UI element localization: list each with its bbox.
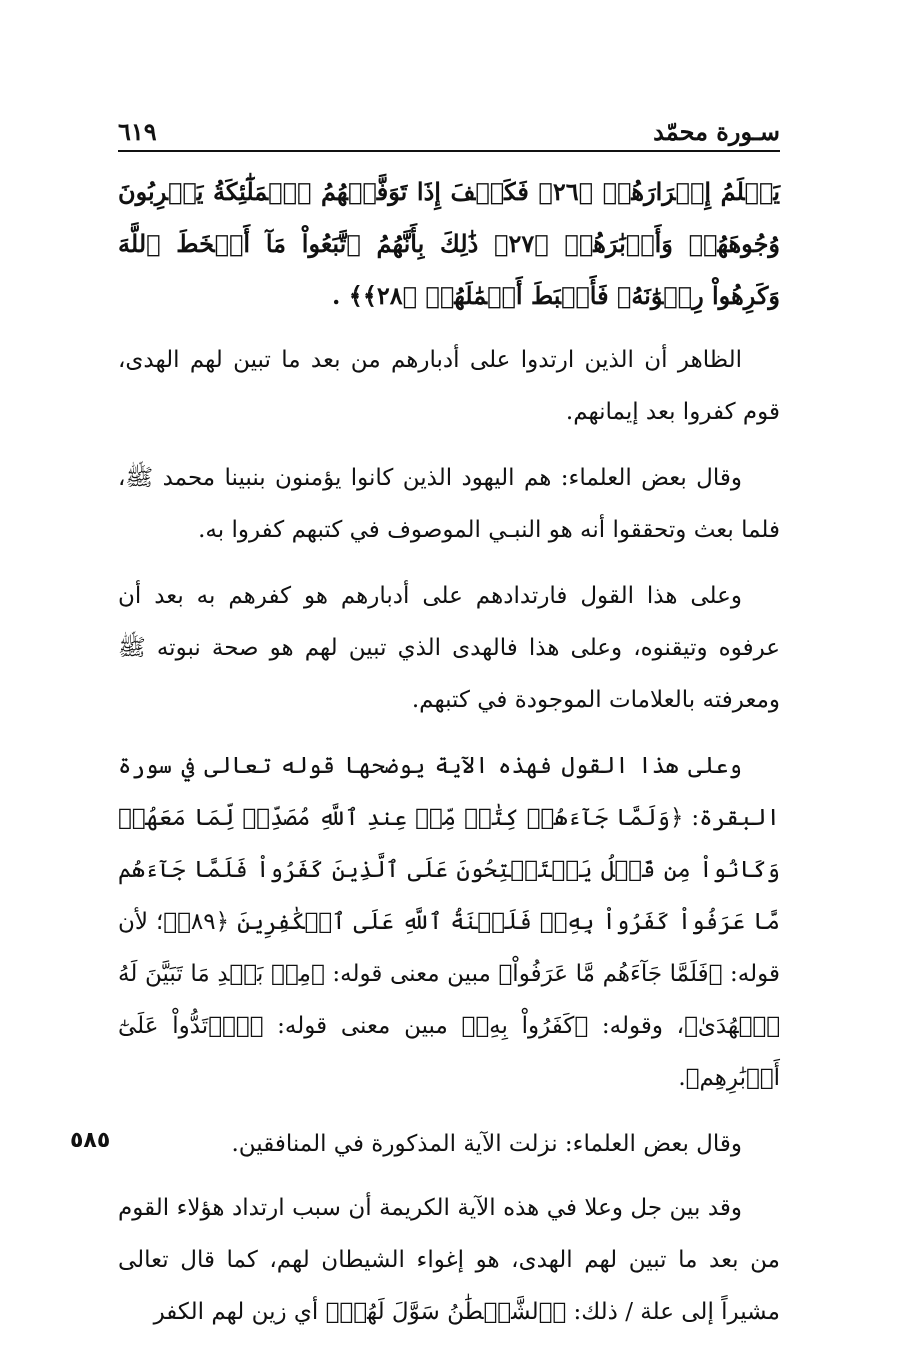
paragraph-6: وقد بين جل وعلا في هذه الآية الكريمة أن سبب ارتداد هؤلاء القوم من بعد ما تبين لهم الهدى، هو إغواء الشيطان لهم، كما قال تعالى مشيراً إلى علة / ذلك: ﴿ٱلشَّيۡطَٰنُ سَوَّلَ لَهُمۡ﴾ أي زين لهم الكفر xyxy=(118,1195,780,1325)
paragraph-3: وعلى هذا القول فارتدادهم على أدبارهم هو كفرهم به بعد أن عرفوه وتيقنوه، وعلى هذا فالهدى الذي تبين لهم هو صحة نبوته ﷺ ومعرفته بالعلامات الموجودة في كتبهم. xyxy=(118,583,780,713)
header-divider xyxy=(118,150,780,152)
margin-page-marker: ٥٨٥ xyxy=(70,1128,111,1153)
page-body xyxy=(118,166,780,1352)
paragraph-4: وعلى هذا القول فهذه الآية يوضحها قوله تعالى في سورة البقرة: ﴿وَلَمَّا جَآءَهُمۡ كِتَٰبٞ مِّنۡ عِندِ ٱللَّهِ مُصَدِّقٞ لِّمَا مَعَهُمۡ وَكَانُواْ مِن قَبۡلُ يَسۡتَفۡتِحُونَ عَلَى ٱلَّذِينَ كَفَرُواْ فَلَمَّا جَآءَهُم مَّا عَرَفُواْ كَفَرُواْ بِهِۦۚ فَلَعۡنَةُ ٱللَّهِ عَلَى ٱلۡكَٰفِرِينَ ﴿٨٩﴾﴾؛ لأن قوله: ﴿فَلَمَّا جَآءَهُم مَّا عَرَفُواْ﴾ مبين معنى قوله: ﴿مِنۢ بَعۡدِ مَا تَبَيَّنَ لَهُ ٱلۡهُدَىٰ﴾، وقوله: ﴿كَفَرُواْ بِهِۦ﴾ مبين معنى قوله: ﴿ٱرۡتَدُّواْ عَلَىٰٓ أَدۡبَٰرِهِم﴾. xyxy=(118,753,781,1091)
page-number: ٦١٩ xyxy=(118,117,157,146)
paragraph-2: وقال بعض العلماء: هم اليهود الذين كانوا يؤمنون بنبينا محمد ﷺ، فلما بعث وتحققوا أنه هو النبـي الموصوف في كتبهم كفروا به. xyxy=(118,465,780,543)
quran-verse-block: يَعۡلَمُ إِسۡرَارَهُمۡ ﴿٢٦﴾ فَكَيۡفَ إِذَا تَوَفَّتۡهُمُ ٱلۡمَلَٰٓئِكَةُ يَضۡرِبُونَ وُجُوهَهُمۡ وَأَدۡبَٰرَهُمۡ ﴿٢٧﴾ ذَٰلِكَ بِأَنَّهُمُ ٱتَّبَعُواْ مَآ أَسۡخَطَ ٱللَّهَ وَكَرِهُواْ رِضۡوَٰنَهُۥ فَأَحۡبَطَ أَعۡمَٰلَهُمۡ ﴿٢٨﴾﴾ . xyxy=(118,177,780,310)
surah-title: سـورة محمّد xyxy=(653,117,780,146)
paragraph-1: الظاهر أن الذين ارتدوا على أدبارهم من بعد ما تبين لهم الهدى، قوم كفروا بعد إيمانهم. xyxy=(118,347,780,425)
running-header xyxy=(118,110,780,146)
paragraph-5: وقال بعض العلماء: نزلت الآية المذكورة في المنافقين. xyxy=(231,1131,742,1157)
